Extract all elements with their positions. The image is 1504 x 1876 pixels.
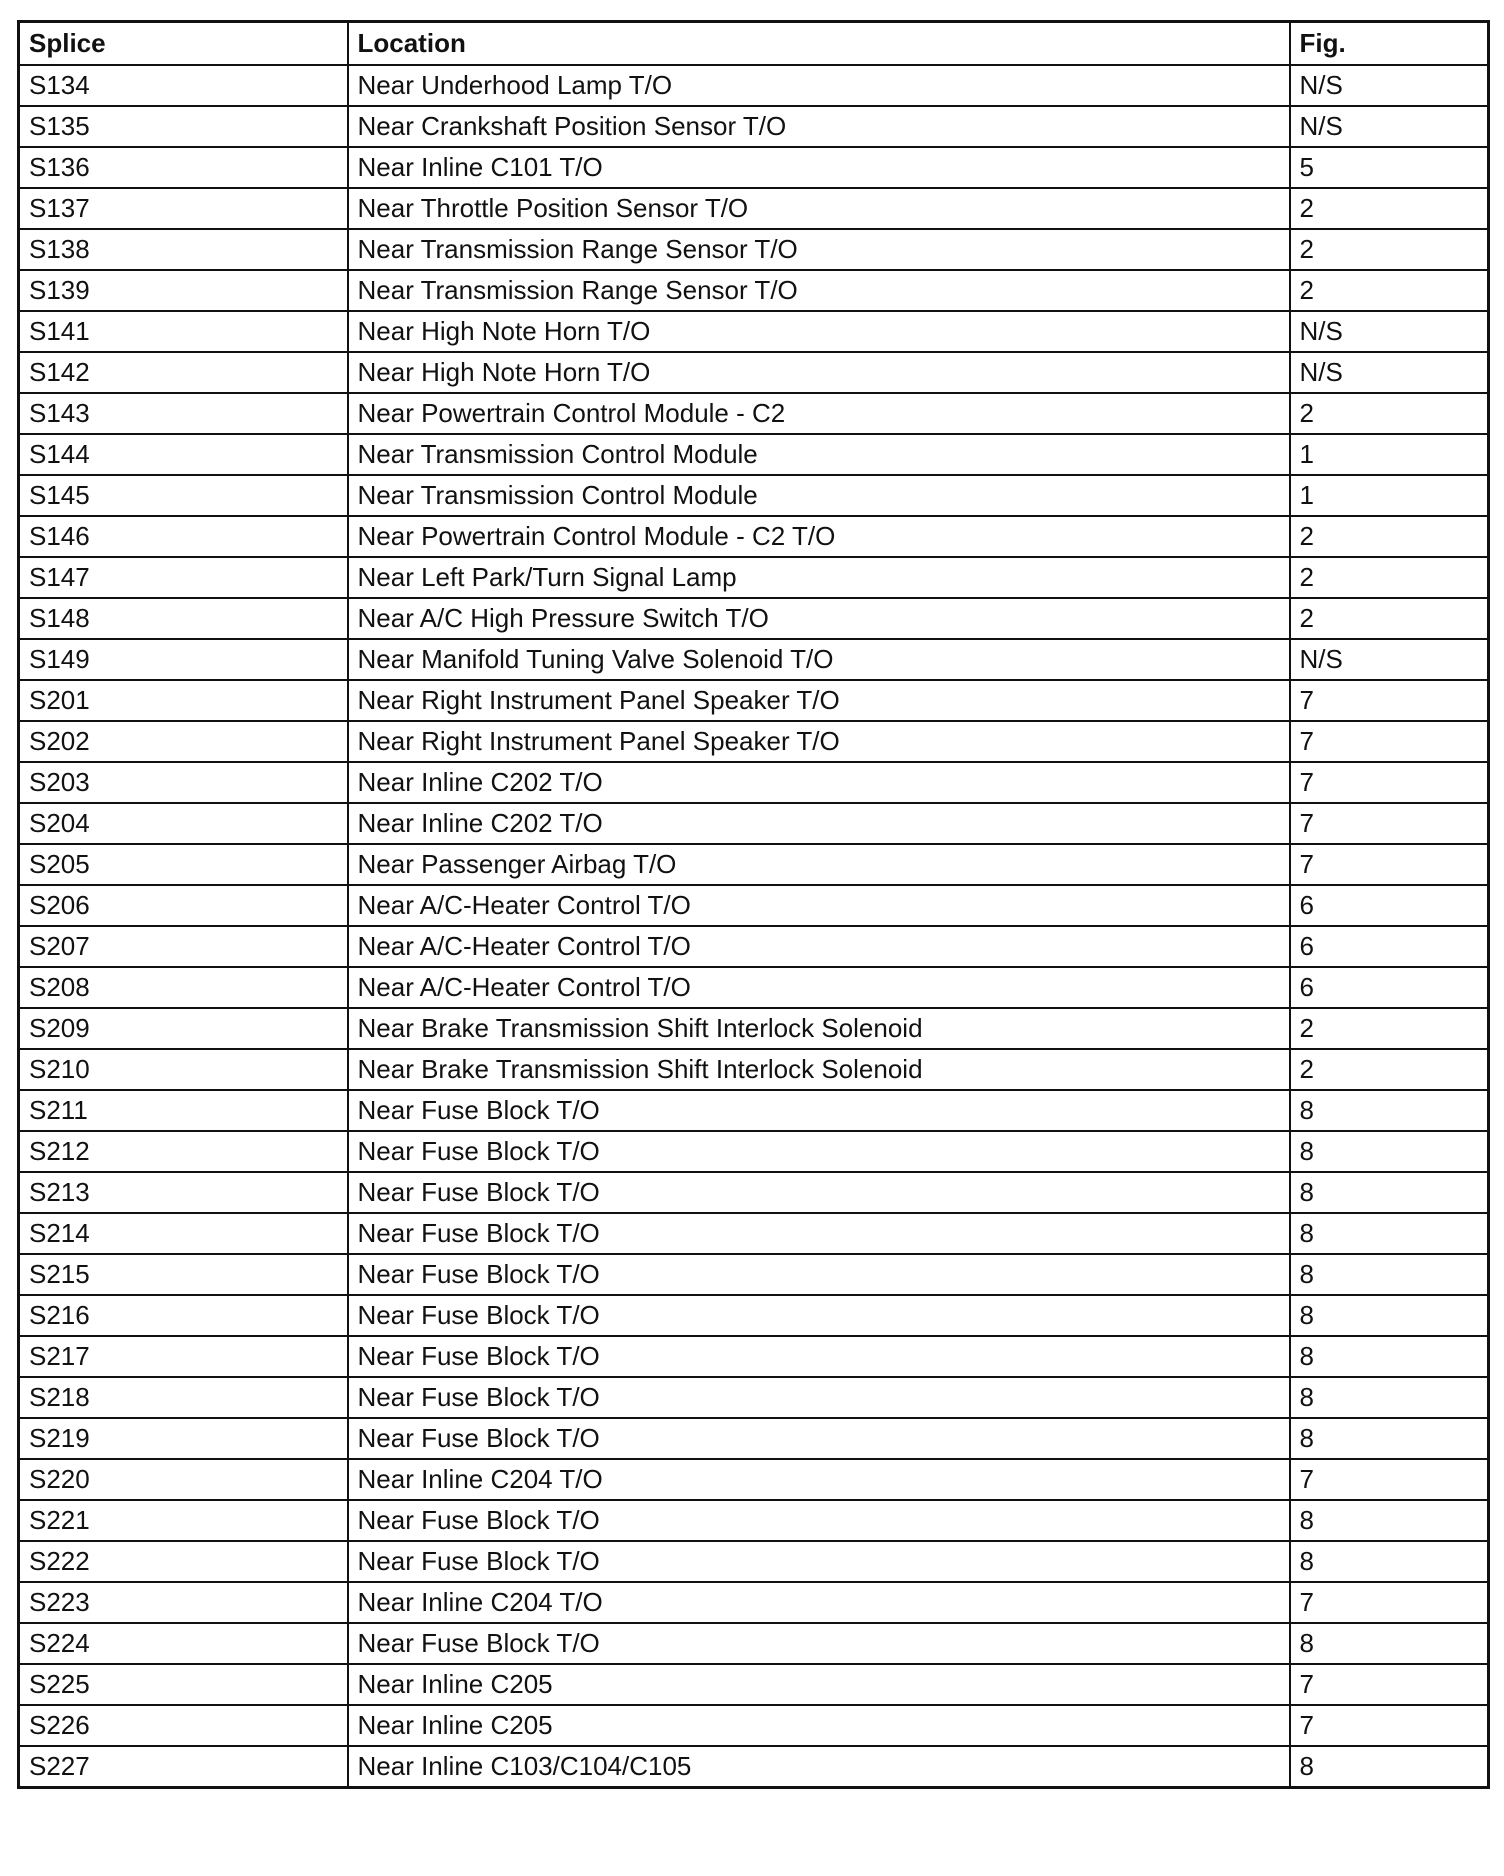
location-cell: Near Powertrain Control Module - C2 T/O (348, 516, 1290, 557)
location-cell: Near Inline C204 T/O (348, 1582, 1290, 1623)
table-row (19, 1623, 1489, 1664)
location-cell: Near Inline C202 T/O (348, 762, 1290, 803)
location-cell: Near Passenger Airbag T/O (348, 844, 1290, 885)
fig-cell: 8 (1290, 1131, 1489, 1172)
location-cell: Near Fuse Block T/O (348, 1295, 1290, 1336)
splice-cell: S134 (19, 65, 348, 106)
location-cell: Near Throttle Position Sensor T/O (348, 188, 1290, 229)
splice-cell: S225 (19, 1664, 348, 1705)
table-row (19, 1500, 1489, 1541)
fig-cell: 7 (1290, 762, 1489, 803)
splice-cell: S147 (19, 557, 348, 598)
table-row (19, 229, 1489, 270)
table-row (19, 393, 1489, 434)
splice-cell: S141 (19, 311, 348, 352)
fig-cell: 5 (1290, 147, 1489, 188)
table-row (19, 1418, 1489, 1459)
splice-cell: S222 (19, 1541, 348, 1582)
header-row (19, 22, 1489, 66)
location-cell: Near Inline C205 (348, 1705, 1290, 1746)
splice-cell: S202 (19, 721, 348, 762)
location-cell: Near Inline C103/C104/C105 (348, 1746, 1290, 1788)
fig-cell: 2 (1290, 229, 1489, 270)
location-cell: Near Inline C101 T/O (348, 147, 1290, 188)
table-row (19, 1295, 1489, 1336)
fig-cell: 8 (1290, 1541, 1489, 1582)
fig-cell: 6 (1290, 926, 1489, 967)
splice-cell: S139 (19, 270, 348, 311)
location-cell: Near Brake Transmission Shift Interlock Solenoid (348, 1008, 1290, 1049)
fig-cell: N/S (1290, 311, 1489, 352)
fig-cell: N/S (1290, 106, 1489, 147)
table-row (19, 188, 1489, 229)
splice-cell: S149 (19, 639, 348, 680)
splice-cell: S203 (19, 762, 348, 803)
fig-cell: 8 (1290, 1336, 1489, 1377)
splice-cell: S219 (19, 1418, 348, 1459)
table-row (19, 1336, 1489, 1377)
fig-cell: 7 (1290, 803, 1489, 844)
fig-cell: 1 (1290, 475, 1489, 516)
fig-cell: N/S (1290, 639, 1489, 680)
splice-cell: S146 (19, 516, 348, 557)
fig-cell: 8 (1290, 1090, 1489, 1131)
location-cell: Near A/C-Heater Control T/O (348, 885, 1290, 926)
table-row (19, 844, 1489, 885)
fig-cell: 2 (1290, 393, 1489, 434)
location-cell: Near Inline C205 (348, 1664, 1290, 1705)
table-row (19, 926, 1489, 967)
location-cell: Near Fuse Block T/O (348, 1254, 1290, 1295)
table-row (19, 598, 1489, 639)
location-cell: Near Transmission Range Sensor T/O (348, 229, 1290, 270)
fig-cell: 8 (1290, 1254, 1489, 1295)
splice-cell: S223 (19, 1582, 348, 1623)
fig-cell: 8 (1290, 1213, 1489, 1254)
splice-cell: S204 (19, 803, 348, 844)
location-cell: Near Fuse Block T/O (348, 1336, 1290, 1377)
location-cell: Near Fuse Block T/O (348, 1131, 1290, 1172)
fig-cell: 7 (1290, 1459, 1489, 1500)
fig-cell: 7 (1290, 1582, 1489, 1623)
location-cell: Near Fuse Block T/O (348, 1623, 1290, 1664)
header-location: Location (348, 22, 1290, 66)
table-row (19, 1008, 1489, 1049)
location-cell: Near Crankshaft Position Sensor T/O (348, 106, 1290, 147)
fig-cell: 6 (1290, 885, 1489, 926)
table-row (19, 270, 1489, 311)
fig-cell: 8 (1290, 1500, 1489, 1541)
fig-cell: N/S (1290, 65, 1489, 106)
location-cell: Near High Note Horn T/O (348, 311, 1290, 352)
fig-cell: 8 (1290, 1746, 1489, 1788)
table-row (19, 516, 1489, 557)
splice-cell: S144 (19, 434, 348, 475)
table-row (19, 1090, 1489, 1131)
table-row (19, 1049, 1489, 1090)
location-cell: Near Fuse Block T/O (348, 1500, 1290, 1541)
location-cell: Near A/C-Heater Control T/O (348, 967, 1290, 1008)
table-row (19, 803, 1489, 844)
fig-cell: 8 (1290, 1172, 1489, 1213)
location-cell: Near Powertrain Control Module - C2 (348, 393, 1290, 434)
splice-location-table (17, 20, 1490, 1789)
splice-cell: S143 (19, 393, 348, 434)
location-cell: Near Fuse Block T/O (348, 1541, 1290, 1582)
fig-cell: 8 (1290, 1623, 1489, 1664)
fig-cell: N/S (1290, 352, 1489, 393)
location-cell: Near High Note Horn T/O (348, 352, 1290, 393)
location-cell: Near Inline C204 T/O (348, 1459, 1290, 1500)
splice-cell: S206 (19, 885, 348, 926)
fig-cell: 7 (1290, 721, 1489, 762)
splice-cell: S213 (19, 1172, 348, 1213)
fig-cell: 8 (1290, 1418, 1489, 1459)
table-row (19, 147, 1489, 188)
splice-cell: S220 (19, 1459, 348, 1500)
splice-cell: S209 (19, 1008, 348, 1049)
table-header (19, 22, 1489, 66)
table-row (19, 106, 1489, 147)
fig-cell: 2 (1290, 1008, 1489, 1049)
splice-cell: S201 (19, 680, 348, 721)
splice-cell: S212 (19, 1131, 348, 1172)
table-row (19, 1705, 1489, 1746)
fig-cell: 2 (1290, 516, 1489, 557)
table-row (19, 557, 1489, 598)
splice-cell: S148 (19, 598, 348, 639)
splice-cell: S142 (19, 352, 348, 393)
splice-cell: S217 (19, 1336, 348, 1377)
table-row (19, 1746, 1489, 1788)
table-row (19, 1541, 1489, 1582)
location-cell: Near Fuse Block T/O (348, 1377, 1290, 1418)
splice-cell: S138 (19, 229, 348, 270)
header-splice: Splice (19, 22, 348, 66)
table-row (19, 1664, 1489, 1705)
table-row (19, 721, 1489, 762)
location-cell: Near Right Instrument Panel Speaker T/O (348, 680, 1290, 721)
fig-cell: 8 (1290, 1295, 1489, 1336)
fig-cell: 7 (1290, 844, 1489, 885)
location-cell: Near Transmission Control Module (348, 434, 1290, 475)
table-row (19, 311, 1489, 352)
table-row (19, 639, 1489, 680)
splice-cell: S137 (19, 188, 348, 229)
location-cell: Near Left Park/Turn Signal Lamp (348, 557, 1290, 598)
table-row (19, 1131, 1489, 1172)
table-row (19, 967, 1489, 1008)
fig-cell: 7 (1290, 1705, 1489, 1746)
location-cell: Near Fuse Block T/O (348, 1090, 1290, 1131)
fig-cell: 7 (1290, 1664, 1489, 1705)
location-cell: Near Fuse Block T/O (348, 1418, 1290, 1459)
splice-cell: S135 (19, 106, 348, 147)
header-fig: Fig. (1290, 22, 1489, 66)
location-cell: Near A/C High Pressure Switch T/O (348, 598, 1290, 639)
table-row (19, 762, 1489, 803)
fig-cell: 2 (1290, 270, 1489, 311)
splice-cell: S226 (19, 1705, 348, 1746)
splice-cell: S224 (19, 1623, 348, 1664)
fig-cell: 2 (1290, 557, 1489, 598)
location-cell: Near Fuse Block T/O (348, 1172, 1290, 1213)
table-row (19, 434, 1489, 475)
fig-cell: 7 (1290, 680, 1489, 721)
fig-cell: 2 (1290, 598, 1489, 639)
location-cell: Near Underhood Lamp T/O (348, 65, 1290, 106)
fig-cell: 1 (1290, 434, 1489, 475)
splice-cell: S221 (19, 1500, 348, 1541)
splice-cell: S211 (19, 1090, 348, 1131)
table-row (19, 680, 1489, 721)
table-row (19, 1582, 1489, 1623)
table-row (19, 1377, 1489, 1418)
document-page (17, 20, 1487, 1789)
splice-cell: S215 (19, 1254, 348, 1295)
fig-cell: 2 (1290, 188, 1489, 229)
table-row (19, 65, 1489, 106)
splice-cell: S208 (19, 967, 348, 1008)
table-row (19, 1254, 1489, 1295)
splice-cell: S205 (19, 844, 348, 885)
location-cell: Near Transmission Control Module (348, 475, 1290, 516)
fig-cell: 2 (1290, 1049, 1489, 1090)
splice-cell: S207 (19, 926, 348, 967)
table-row (19, 1459, 1489, 1500)
splice-cell: S136 (19, 147, 348, 188)
location-cell: Near Transmission Range Sensor T/O (348, 270, 1290, 311)
table-row (19, 352, 1489, 393)
table-row (19, 1213, 1489, 1254)
table-body (19, 65, 1489, 1788)
location-cell: Near A/C-Heater Control T/O (348, 926, 1290, 967)
splice-cell: S145 (19, 475, 348, 516)
location-cell: Near Inline C202 T/O (348, 803, 1290, 844)
splice-cell: S218 (19, 1377, 348, 1418)
location-cell: Near Brake Transmission Shift Interlock Solenoid (348, 1049, 1290, 1090)
splice-cell: S216 (19, 1295, 348, 1336)
table-row (19, 475, 1489, 516)
splice-cell: S227 (19, 1746, 348, 1788)
fig-cell: 8 (1290, 1377, 1489, 1418)
splice-cell: S214 (19, 1213, 348, 1254)
location-cell: Near Fuse Block T/O (348, 1213, 1290, 1254)
fig-cell: 6 (1290, 967, 1489, 1008)
table-row (19, 1172, 1489, 1213)
location-cell: Near Manifold Tuning Valve Solenoid T/O (348, 639, 1290, 680)
location-cell: Near Right Instrument Panel Speaker T/O (348, 721, 1290, 762)
table-row (19, 885, 1489, 926)
splice-cell: S210 (19, 1049, 348, 1090)
